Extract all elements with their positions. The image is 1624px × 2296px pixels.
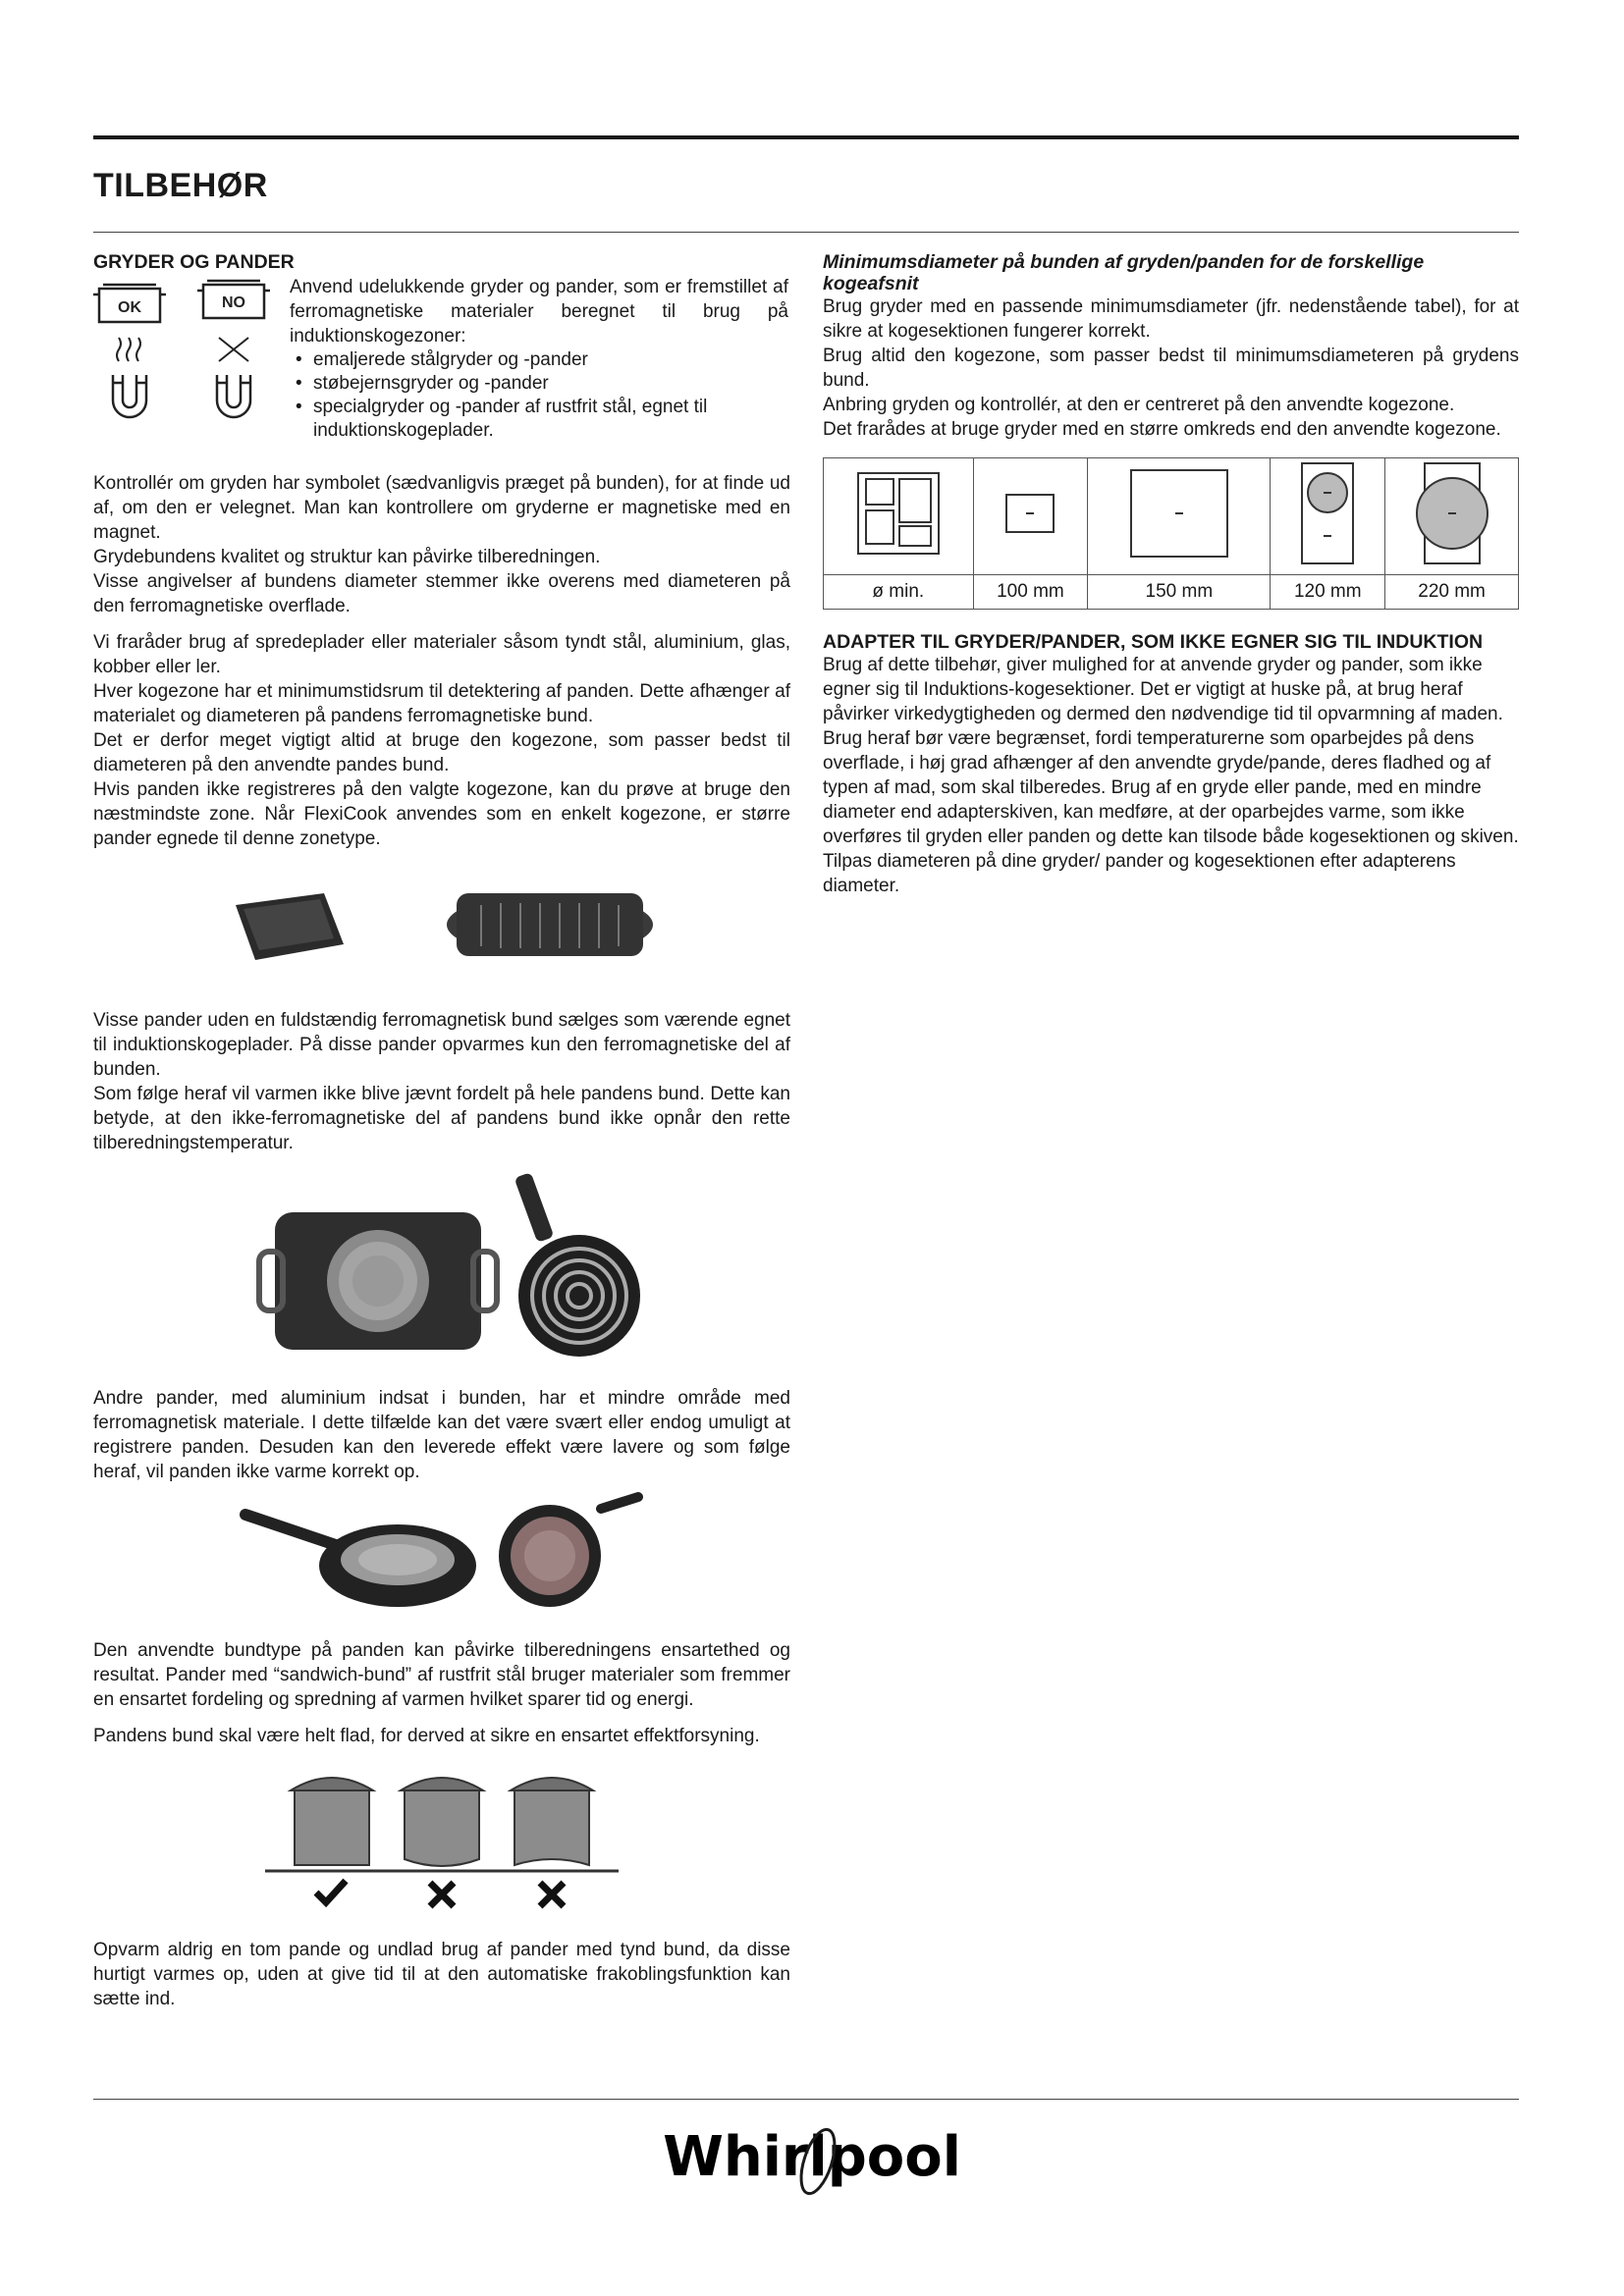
pan-types-list — [290, 348, 788, 443]
paragraph: Pandens bund skal være helt flad, for derved at sikre en ensartet effektforsyning. — [93, 1726, 760, 1746]
paragraph: Hver kogezone har et minimumstidsrum til detektering af panden. Dette afhænger af materialet og diameteren på pandens ferromagnetiske bund. — [93, 681, 790, 726]
table-row — [824, 575, 1519, 610]
zone-100-cell — [973, 458, 1088, 575]
table-cell: 220 mm — [1385, 575, 1519, 610]
section-heading-adapter: ADAPTER TIL GRYDER/PANDER, SOM IKKE EGNER SIG TIL INDUKTION — [823, 631, 1484, 653]
section-heading-pots: GRYDER OG PANDER — [93, 251, 295, 273]
footer-rule — [93, 2099, 1519, 2100]
brand-logo — [663, 2118, 961, 2207]
zone-tall-pot-icon — [1298, 459, 1357, 567]
paragraph: Visse angivelser af bundens diameter stemmer ikke overens med diameteren på den ferromagnetiske overflade. — [93, 571, 790, 616]
diameter-table — [823, 457, 1519, 610]
zone-small-icon — [1001, 489, 1059, 538]
roaster-grill-image — [93, 851, 790, 998]
paragraph: Som følge heraf vil varmen ikke blive jævnt fordelt på hele pandens bund. Dette kan betyde, at den ikke-ferromagnetiske del af pandens bund ikke opnår den rette tilberedningstemperatur. — [93, 1084, 790, 1153]
paragraph: Grydebundens kvalitet og struktur kan påvirke tilberedningen. — [93, 547, 601, 567]
cross-icon — [219, 338, 248, 361]
paragraph: Opvarm aldrig en tom pande og undlad brug af pander med tynd bund, da disse hurtigt varmes op, uden at give tid til at den automatiske frakoblingsfunktion kan sætte ind. — [93, 1940, 790, 2009]
no-label: NO — [222, 294, 245, 311]
aluminium-pan-image — [93, 1484, 790, 1627]
paragraph: Visse pander uden en fuldstændig ferromagnetisk bund sælges som værende egnet til induktionskogeplader. På disse pander opvarmes kun den ferromagnetiske del af bunden. — [93, 1010, 790, 1080]
top-rule — [93, 135, 1519, 139]
ok-no-pot-icons — [93, 281, 285, 457]
induction-coil-icon — [117, 338, 140, 361]
pot-flat — [291, 1778, 373, 1865]
paragraph: Vi fraråder brug af spredeplader eller materialer såsom tyndt stål, aluminium, glas, kobber eller ler. — [93, 632, 790, 677]
zone-150-cell — [1088, 458, 1271, 575]
check-icon — [316, 1881, 346, 1902]
table-cell: 150 mm — [1088, 575, 1271, 610]
paragraph: Andre pander, med aluminium indsat i bunden, har et mindre område med ferromagnetisk materiale. I dette tilfælde kan det være svært eller endog umuligt at registrere panden. Desuden kan den leverede effekt være lavere og som følge heraf, vil panden ikke varme korrekt op. — [93, 1388, 790, 1482]
intro-paragraph: Anvend udelukkende gryder og pander, som er fremstillet af ferromagnetiske materialer beregnet til brug på induktionskogezoner: — [290, 277, 788, 347]
roaster-grill-illustration — [216, 866, 668, 984]
flat-bottom-illustration — [265, 1761, 619, 1918]
aluminium-pan-illustration — [236, 1497, 648, 1615]
paragraph: Hvis panden ikke registreres på den valgte kogezone, kan du prøve at bruge den næstmindste zone. Når FlexiCook anvendes som en enkelt kogezone, er større pander egnede til denne zonetype. — [93, 779, 790, 849]
title-rule — [93, 232, 1519, 233]
hob-layout-icon — [854, 469, 943, 558]
list-item: • emaljerede stålgryder og -pander — [296, 348, 788, 372]
paragraph: Brug gryder med en passende minimumsdiameter (jfr. nedenstående tabel), for at sikre at kogesektionen fungerer korrekt. — [823, 296, 1519, 342]
left-column — [93, 251, 790, 2011]
paragraph: Anbring gryden og kontrollér, at den er centreret på den anvendte kogezone. — [823, 395, 1455, 415]
intro-block — [93, 275, 790, 471]
pan-bottom-image — [93, 1155, 790, 1376]
zone-220-cell — [1385, 458, 1519, 575]
list-item: • støbejernsgryder og -pander — [296, 372, 788, 396]
paragraph: Kontrollér om gryden har symbolet (sædvanligvis præget på bunden), for at finde ud af, om den er velegnet. Man kan kontrollere om gryderne er magnetiske med en magnet. — [93, 473, 790, 543]
magnet-icon — [217, 375, 250, 417]
intro-text-block — [290, 275, 788, 443]
section-heading-min-diameter: Minimumsdiameter på bunden af gryden/panden for de forskellige kogeafsnit — [823, 251, 1425, 294]
paragraph: Brug af dette tilbehør, giver mulighed for at anvende gryder og pander, som ikke egner sig til Induktions-kogesektioner. Det er vigtigt at huske på, at brug heraf påvirker virkedygtigheden og dermed den nødvendige tid til opvarmning af maden. Brug heraf bør være begrænset, fordi temperaturerne som oparbejdes på dens overflade, i høj grad afhænger af den anvendte gryde/pande, deres fladhed og af typen af mad, som skal tilberedes. Brug af en gryde eller pande, med en mindre diameter end adapterskiven, kan medføre, at der oparbejdes varme, som ikke overføres til gryden eller panden og dette kan tilsode både kogesektionen og skiven. Tilpas diameteren på dine gryder/ pander og kogesektionen efter adapterens diameter. — [823, 655, 1519, 896]
paragraph: Det frarådes at bruge gryder med en større omkreds end den anvendte kogezone. — [823, 419, 1501, 440]
paragraph: Brug altid den kogezone, som passer bedst til minimumsdiameteren på grydens bund. — [823, 346, 1519, 391]
hob-layout-cell — [824, 458, 974, 575]
right-column — [823, 251, 1519, 898]
ok-label: OK — [118, 299, 141, 316]
zone-120-cell — [1271, 458, 1385, 575]
zone-big-pot-icon — [1413, 459, 1491, 567]
pot-convex — [401, 1778, 483, 1866]
table-cell: ø min. — [824, 575, 974, 610]
brand-name: Whirlpool — [663, 2125, 961, 2189]
whirlpool-logo — [663, 2118, 961, 2207]
page-title: TILBEHØR — [93, 167, 268, 204]
paragraph: Den anvendte bundtype på panden kan påvirke tilberedningens ensartethed og resultat. Pander med “sandwich-bund” af rustfrit stål bruger materialer som fremmer en ensartet fordeling og spredning af varmen hvilket sparer tid og energi. — [93, 1640, 790, 1710]
cross-icon — [430, 1883, 454, 1906]
pot-concave — [511, 1778, 593, 1865]
table-row — [824, 458, 1519, 575]
cross-icon — [540, 1883, 564, 1906]
table-cell: 120 mm — [1271, 575, 1385, 610]
flat-bottom-image — [93, 1748, 790, 1930]
pan-bottom-illustration — [255, 1173, 628, 1360]
list-item: • specialgryder og -pander af rustfrit stål, egnet til induktionskogeplader. — [296, 396, 788, 443]
magnet-icon — [113, 375, 146, 417]
paragraph: Det er derfor meget vigtigt altid at bruge den kogezone, som passer bedst til diameteren på den anvendte pandes bund. — [93, 730, 790, 775]
table-cell: 100 mm — [973, 575, 1088, 610]
zone-large-icon — [1125, 464, 1233, 562]
